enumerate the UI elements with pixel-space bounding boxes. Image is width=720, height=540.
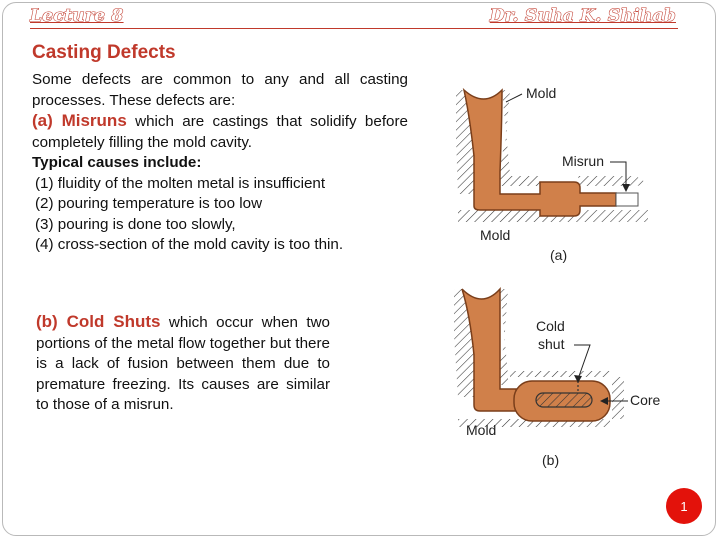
core-label: Core [630, 392, 661, 408]
slide-title: Casting Defects [32, 42, 176, 63]
page-number-badge: 1 [666, 488, 702, 524]
mold-top-label: Mold [526, 85, 557, 101]
cold-shuts-label: (b) Cold Shuts [36, 312, 161, 331]
intro-paragraph: Some defects are common to any and all casting processes. These defects are: [32, 71, 408, 109]
mold-bottom-label: Mold [480, 227, 511, 243]
misrun-label: Misrun [562, 153, 605, 169]
misruns-label: (a) Misruns [32, 111, 127, 130]
cause-item: (1) fluidity of the molten metal is insufficient [35, 174, 326, 192]
misrun-text-block [32, 70, 408, 256]
author-header: Dr. Suha K. Shihab [489, 6, 676, 26]
core [536, 393, 592, 407]
figure-a-caption: (a) [550, 247, 568, 263]
header-rule [30, 28, 678, 29]
misruns-description: which are castings that solidify before completely filling the mold cavity. [32, 113, 408, 151]
cold-label: Cold [536, 318, 565, 334]
cold-shuts-paragraph [36, 312, 330, 416]
mold-label: Mold [466, 422, 497, 438]
lecture-header: Lecture 8 [30, 6, 124, 26]
figure-b-caption: (b) [542, 452, 560, 468]
cause-item: (4) cross-section of the mold cavity is too thin. [35, 236, 344, 253]
cold-shut-diagram [440, 285, 670, 475]
cause-item: (3) pouring is done too slowly, [35, 215, 236, 233]
misrun-arrowhead [622, 184, 630, 192]
unfilled-cavity [616, 193, 638, 206]
misruns-paragraph [32, 111, 408, 153]
misrun-diagram [440, 78, 670, 268]
shut-label: shut [538, 336, 565, 352]
cold-shuts-description: which occur when two portions of the metal flow together but there is a lack of fusion between them due to premature freezing. Its causes are similar to those of a misrun. [36, 314, 330, 413]
cause-item: (2) pouring temperature is too low [35, 195, 263, 212]
causes-heading: Typical causes include: [32, 154, 202, 171]
